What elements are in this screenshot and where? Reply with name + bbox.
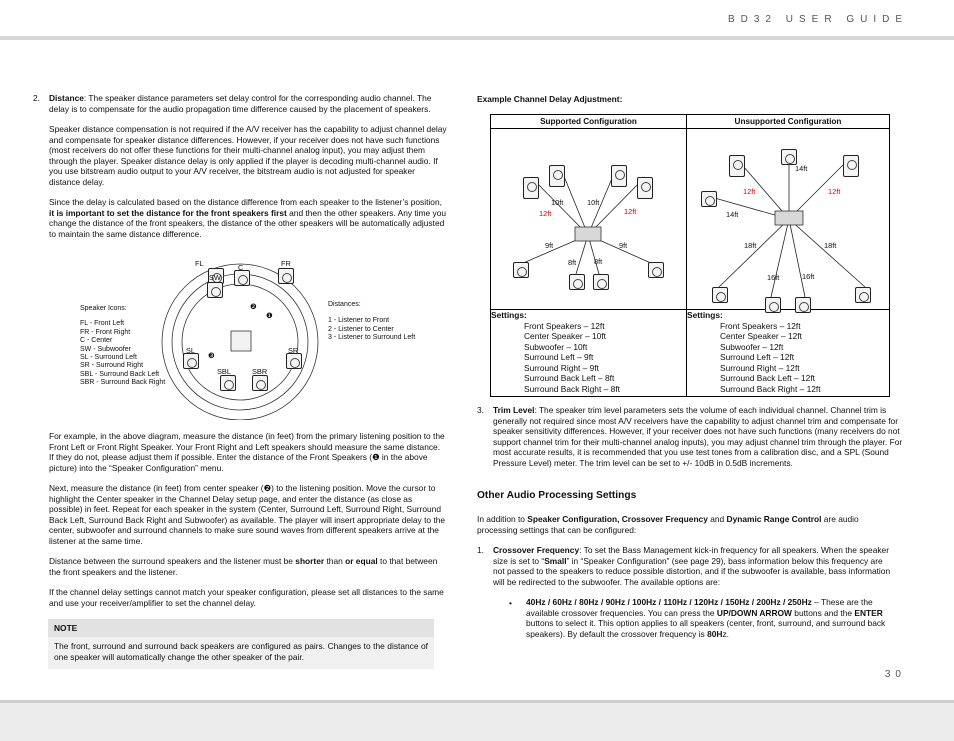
note-box [48,619,434,669]
legend-item: FL - Front Left [80,320,125,328]
label-sl: SL [186,346,196,355]
bold-text: 40Hz / 60Hz / 80Hz / 90Hz / 100Hz / 110Hz / 120Hz / 150Hz / 200Hz / 250Hz [526,597,812,607]
settings-label: Settings: [491,310,527,320]
paragraph: Next, measure the distance (in feet) from center speaker (❷) to the listening position. Move the cursor to highlight the Center speaker in the Channel Delay setup page, and enter the distance (as close as possible) in feet. Repeat for each speaker in the system (Center, Surround Left, Surround Right, Surround Back Left, Surround Back Right and Subwoofer) as available. The player will insert appropriate delay to the center, subwoofer and surround channels to make sure sound waves from different speakers arrive at the listener at the same time. [49,483,446,546]
dist-label: 9ft [619,241,628,250]
bold-text: it is important to set the distance for the front speakers first [49,207,287,218]
example-title: Example Channel Delay Adjustment: [477,94,623,104]
text: In addition to [477,514,528,524]
section-title: Other Audio Processing Settings [477,490,637,501]
dist-label: 16ft [802,272,815,281]
legend-item: 2 - Listener to Center [328,325,394,333]
label-sr: SR [288,346,299,355]
bold-text: ENTER [854,607,883,618]
subwoofer-speaker-icon [701,191,717,207]
paragraph: For example, in the above diagram, measure the distance (in feet) from the primary listening position to the Front Left or Front Right Speaker. Your Front Right and Left speakers should measure the same distance. If they do not, please adjust them if possible. Enter the distance of the Front Speakers (❶ in the above picture) into the “Speaker Configuration” menu. [49,431,445,473]
legend-item: SBL - Surround Back Left [80,370,160,378]
supported-lines [491,129,685,309]
legend-title: Distances: [328,301,361,308]
item-label: Crossover Frequency [493,545,580,555]
text: and [707,514,727,524]
listener-icon [231,331,251,351]
page-header [0,0,954,39]
item-number: 2. [33,93,40,103]
legend-title: Speaker Icons: [80,305,127,312]
left-speaker-icon [549,165,565,187]
text: Since the delay is calculated based on the distance difference from each speaker to the listener’s position, [49,197,442,207]
unsupported-diagram [687,129,890,310]
setting-line: Surround Back Left – 12ft [720,373,815,383]
sr-speaker-icon [855,287,871,303]
bullet-icon: • [509,598,512,608]
legend-item: 3 - Listener to Surround Left [328,334,416,342]
label-fr: FR [281,259,291,268]
dist-label: 18ft [824,241,837,250]
dist-label: 10ft [551,198,564,207]
dist-label-red: 12ft [828,187,841,196]
sl-speaker-icon [712,287,728,303]
text: and then the other speakers. Any time you change the distance of the front speakers, the distance of the other speakers will be automatically adjusted to maintain the same distance difference. [49,207,447,239]
header-unsupported: Unsupported Configuration [687,115,890,129]
legend-item: C - Center [80,337,113,345]
center-speaker-icon [781,149,797,165]
text: : To set the Bass Management kick-in frequency for all speakers. When the speaker size is set to “ [493,545,889,566]
page-number: 30 [884,669,906,680]
trim-level-item [477,405,911,468]
dist-label: 9ft [545,241,554,250]
setting-line: Center Speaker – 12ft [720,331,802,341]
legend-item: SL - Surround Left [80,354,137,362]
sl-speaker-icon [183,353,199,369]
supported-settings [491,310,687,397]
bold-text: or equal [345,556,378,566]
dist-label: 10ft [587,198,600,207]
bold-text: shorter [295,556,325,566]
dist-label: 8ft [594,257,603,266]
setting-line: Surround Back Right – 12ft [720,383,821,394]
item-number: 1. [477,545,484,555]
crossover-options [526,597,896,639]
header-title: BD32 USER GUIDE [727,14,908,25]
note-title: NOTE [48,619,434,637]
bold-text: 80H [707,628,723,639]
text: than [324,556,346,566]
fl-speaker-icon [729,155,745,177]
dist-label: 16ft [767,273,780,282]
setting-line: Surround Back Right – 8ft [524,383,620,394]
text: ” in “Speaker Configuration” (see page 29), bass information below this frequency are not passed to the speakers to reduce possible distortion, and if the subwoofer is available, bass information will be redirected to the subwoofer. The available options are: [493,555,891,587]
sbl-speaker-icon [220,375,236,391]
setting-line: Center Speaker – 10ft [524,331,606,341]
crossover-item [477,545,895,587]
label-sbr: SBR [252,367,268,376]
intro-paragraph [477,514,897,535]
header-supported: Supported Configuration [491,115,687,129]
sbl-speaker-icon [569,274,585,290]
unsupported-settings [687,310,890,397]
setting-line: Surround Left – 9ft [524,352,594,362]
text: Distance between the surround speakers and the listener must be [49,556,296,566]
paragraph [526,597,896,639]
center-speaker-icon [234,270,250,286]
text: buttons and the [791,607,855,618]
setting-line: Front Speakers – 12ft [720,320,801,331]
item-label: Distance [49,93,84,103]
dist-label: 14ft [726,210,739,219]
dist-label-red: 12ft [539,209,552,218]
legend-item: SR - Surround Right [80,362,144,370]
fl-speaker-icon [523,177,539,199]
sbr-speaker-icon [252,375,268,391]
item-text: : The speaker distance parameters set delay control for the corresponding audio channel. The delay is to compensate for the audio propagation time difference caused by the placement of speakers. [49,93,432,114]
channel-delay-table [490,114,890,397]
text: to that between the front speakers and the listener. [49,556,438,577]
sbl-speaker-icon [765,297,781,313]
setting-line: Surround Right – 9ft [524,362,599,373]
speaker-icons-legend [80,305,165,388]
legend-item: SBR - Surround Back Right [80,379,166,387]
bold-text: Speaker Configuration, Crossover Frequency [527,514,708,524]
marker-1: ❶ [266,311,273,320]
item-distance [33,93,447,114]
page-footer [0,700,954,741]
legend-item: 1 - Listener to Front [328,317,390,325]
bold-text: Dynamic Range Control [726,514,822,524]
supported-diagram [491,129,687,310]
dist-label: 14ft [795,164,808,173]
fr-speaker-icon [637,177,653,199]
left-column [33,93,447,239]
label-fl: FL [195,259,204,268]
dist-label-red: 12ft [624,207,637,216]
subwoofer-speaker-icon [207,282,223,298]
setting-line: Surround Back Left – 8ft [524,373,615,383]
distances-legend [328,301,415,343]
bold-text: Small [544,555,567,566]
label-c: C [238,263,244,272]
header-bar [0,36,954,40]
marker-3: ❸ [208,351,215,360]
paragraph [477,514,897,535]
text: – These are the available crossover frequencies. You can press the [526,597,873,618]
dist-label-red: 12ft [743,187,756,196]
text: are audio processing settings that can be configured: [477,514,859,535]
legend-item: SW - Subwoofer [80,345,131,353]
item-trim [477,405,911,468]
setting-line: Front Speakers – 12ft [524,320,605,331]
text: buttons to select it. This option applies to all speakers (center, front, surround, and surround back speakers). By default the crossover frequency is [526,618,886,639]
dist-label: 18ft [744,241,757,250]
item-label: Trim Level [493,405,535,415]
sr-speaker-icon [648,262,664,278]
setting-line: Surround Left – 12ft [720,352,795,362]
paragraph [49,197,447,239]
left-column-lower [49,431,447,608]
sbr-speaker-icon [795,297,811,313]
text: z. [722,628,729,639]
item-text: : The speaker trim level parameters sets the volume of each individual channel. Channel trim is generally not required since most A/V receivers have the capability to adjust channel trim and compensate for speaker sensitivity differences. However, if your receiver does not have such functions (many receivers do not support channel trim for their multi-channel analog inputs), you may adjust channel trim through the player. For most accurate results, it is recommended that you use test tones from a calibration disc, and a SPL (Sound Pressure Level) meter. The trim level can be set to +/- 10dB in 0.5dB increments. [493,405,903,468]
fr-speaker-icon [278,268,294,284]
sr-speaker-icon [286,353,302,369]
marker-2: ❷ [250,302,257,311]
sl-speaker-icon [513,262,529,278]
label-sbl: SBL [217,367,231,376]
setting-line: Surround Right – 12ft [720,362,800,373]
setting-line: Subwoofer – 10ft [524,341,588,352]
note-text: The front, surround and surround back speakers are configured as pairs. Changes to the distance of one speaker will automatically change the other speaker of the pair. [54,641,428,662]
label-sw: SW [209,273,221,282]
right-speaker-icon [611,165,627,187]
item-number: 3. [477,405,484,415]
setting-line: Subwoofer – 12ft [720,341,784,352]
legend-item: FR - Front Right [80,328,131,336]
sbr-speaker-icon [593,274,609,290]
fr-speaker-icon [843,155,859,177]
paragraph [49,556,447,577]
settings-label: Settings: [687,310,723,320]
paragraph: If the channel delay settings cannot match your speaker configuration, please set all distances to the same and use your receiver/amplifier to set the channel delay. [49,587,444,608]
item-crossover [477,545,895,587]
paragraph: Speaker distance compensation is not required if the A/V receiver has the capability to adjust channel delay and compensate for speaker distance differences. However, if your receiver does not have such functions (most receivers do not offer these functions for their multi-channel analog input), you may adjust them through the player. Speaker distance delay is only applied if the player is decoding multi-channel audio. If you use bitstream audio output to your A/V receiver, the bitstream audio is not adjusted for speaker distance delay. [49,124,447,187]
dist-label: 8ft [568,258,577,267]
bold-text: UP/DOWN ARROW [716,607,792,618]
